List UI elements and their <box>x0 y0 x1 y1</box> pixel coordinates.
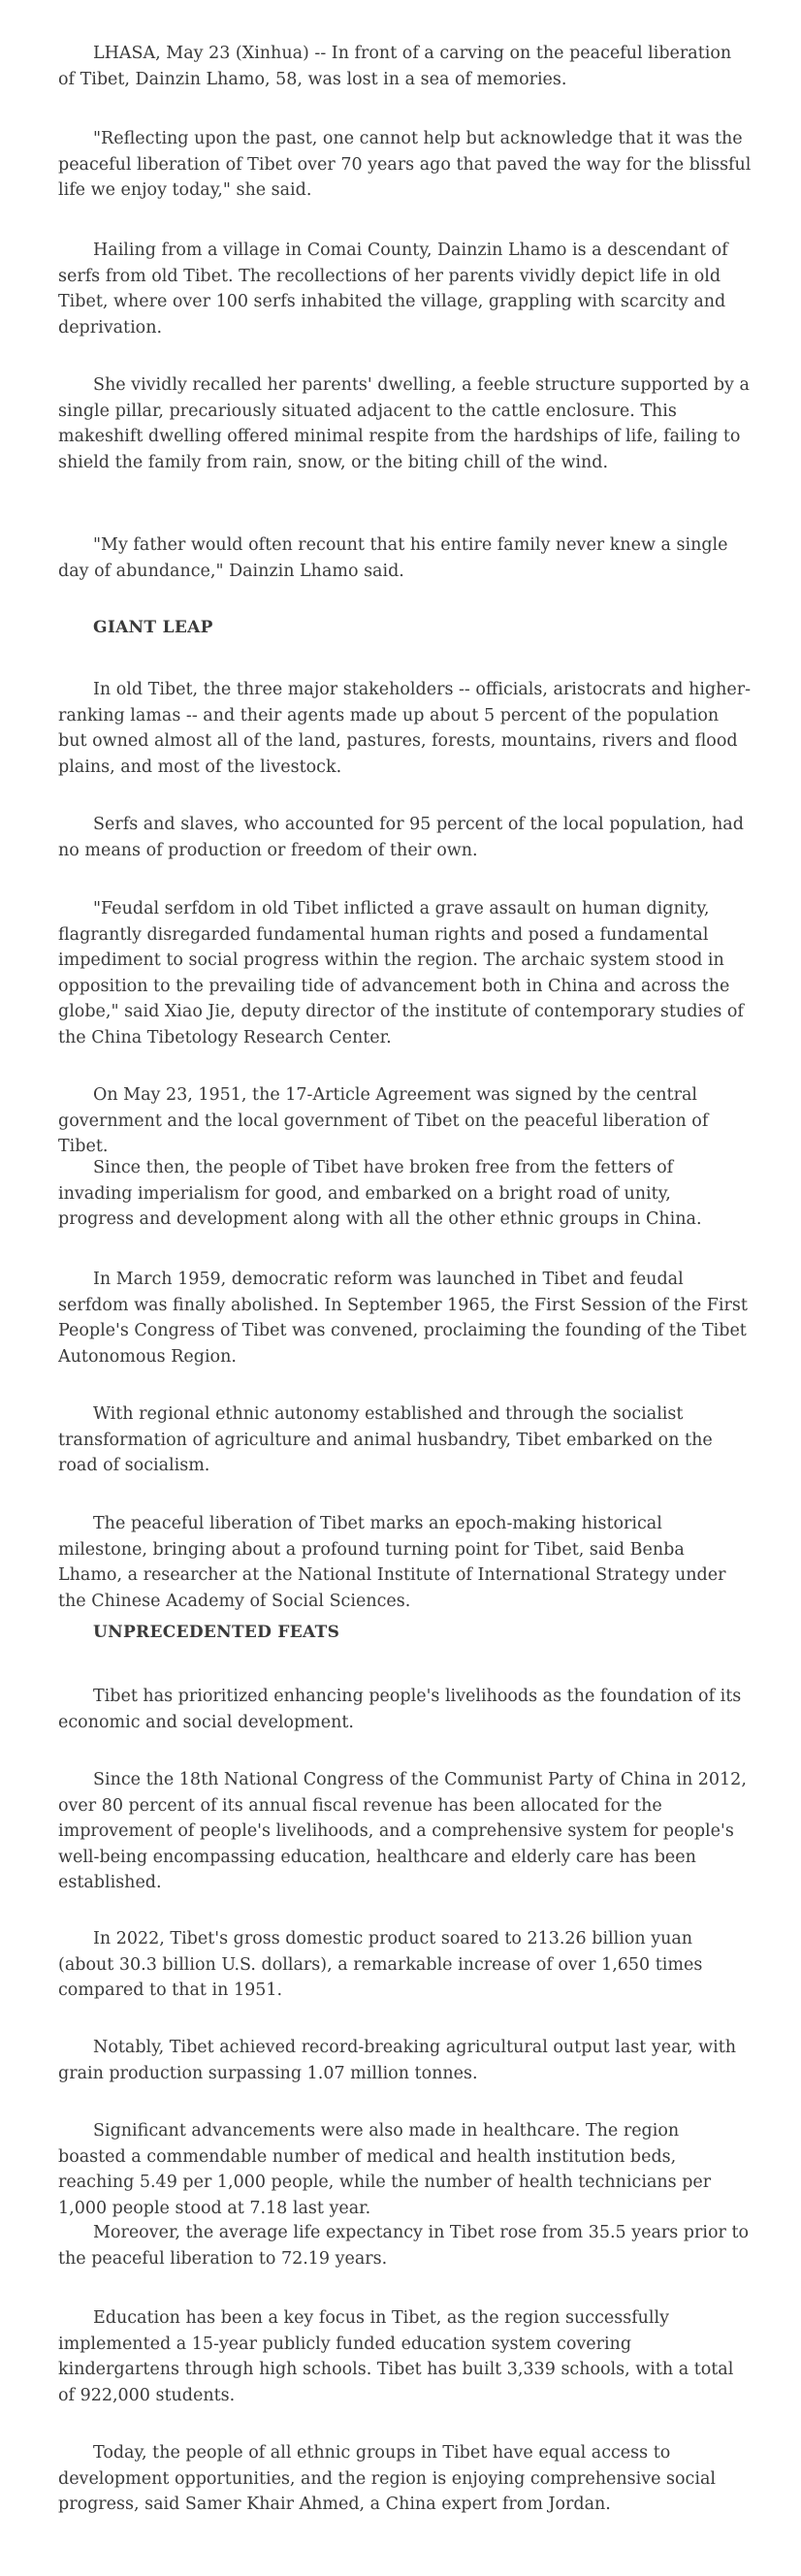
paragraph-feudal-serfdom: "Feudal serfdom in old Tibet inflicted a grave assault on human dignity, flagrantly disregarded fundamental human rights and posed a fundamental impediment to social progress within the region. The archaic system stood in opposition to the prevailing tide of advancement both in China and across the globe," said Xiao Jie, deputy director of the institute of contemporary studies of the China Tibetology Research Center. <box>58 899 744 1047</box>
paragraph-education: Education has been a key focus in Tibet, as the region successfully implemented a 15-year publicly funded education system covering kindergartens through high schools. Tibet has built 3,339 schools, with a total of 922,000 students. <box>58 2308 734 2405</box>
paragraph-dateline: LHASA, May 23 (Xinhua) -- In front of a carving on the peaceful liberation of Tibet, Dainzin Lhamo, 58, was lost in a sea of memories. <box>58 44 732 89</box>
paragraph-quote-reflect: "Reflecting upon the past, one cannot help but acknowledge that it was the peaceful liberation of Tibet over 70 years ago that paved the way for the blissful life we enjoy today," she said. <box>58 129 752 200</box>
paragraph-livelihoods: Tibet has prioritized enhancing people's livelihoods as the foundation of its economic and social development. <box>58 1687 742 1732</box>
paragraph-comai-county: Hailing from a village in Comai County, Dainzin Lhamo is a descendant of serfs from old Tibet. The recollections of her parents vividly depict life in old Tibet, where over 100 serfs inhabited the village, grappling with scarcity and deprivation. <box>58 241 728 338</box>
paragraph-father-quote: "My father would often recount that his entire family never knew a single day of abundance," Dainzin Lhamo said. <box>58 535 728 581</box>
section-heading-unprecedented-feats: UNPRECEDENTED FEATS <box>93 1623 340 1642</box>
section-heading-giant-leap: GIANT LEAP <box>93 618 213 637</box>
paragraph-serfs-slaves: Serfs and slaves, who accounted for 95 percent of the local population, had no means of production or freedom of their own. <box>58 815 744 860</box>
paragraph-agriculture: Notably, Tibet achieved record-breaking agricultural output last year, with grain production surpassing 1.07 million tonnes. <box>58 2038 736 2083</box>
paragraph-fiscal-revenue: Since the 18th National Congress of the Communist Party of China in 2012, over 80 percent of its annual fiscal revenue has been allocated for the improvement of people's livelihoods, and a comprehensive system for people's well-being encompassing education, healthcare and elderly care has been established. <box>58 1770 747 1892</box>
paragraph-life-expectancy: Moreover, the average life expectancy in Tibet rose from 35.5 years prior to the peaceful liberation to 72.19 years. <box>58 2223 750 2269</box>
paragraph-democratic-reform: In March 1959, democratic reform was launched in Tibet and feudal serfdom was finally abolished. In September 1965, the First Session of the First People's Congress of Tibet was convened, proclaiming the founding of the Tibet Autonomous Region. <box>58 1270 748 1367</box>
paragraph-stakeholders: In old Tibet, the three major stakeholders -- officials, aristocrats and higher-ranking lamas -- and their agents made up about 5 percent of the population but owned almost all of the land, pastures, forests, mountains, rivers and flood plains, and most of the livestock. <box>58 680 752 777</box>
paragraph-milestone: The peaceful liberation of Tibet marks an epoch-making historical milestone, bringing about a profound turning point for Tibet, said Benba Lhamo, a researcher at the National Institute of International Strategy under the Chinese Academy of Social Sciences. <box>58 1514 726 1611</box>
paragraph-agreement: On May 23, 1951, the 17-Article Agreement was signed by the central government and the local government of Tibet on the peaceful liberation of Tibet. <box>58 1085 709 1156</box>
paragraph-dwelling: She vividly recalled her parents' dwelling, a feeble structure supported by a single pillar, precariously situated adjacent to the cattle enclosure. This makeshift dwelling offered minimal respite from the hardships of life, failing to shield the family from rain, snow, or the biting chill of the wind. <box>58 375 750 472</box>
paragraph-healthcare: Significant advancements were also made in healthcare. The region boasted a commendable number of medical and health institution beds, reaching 5.49 per 1,000 people, while the number of health technicians per 1,000 people stood at 7.18 last year. <box>58 2121 712 2218</box>
paragraph-today: Today, the people of all ethnic groups in Tibet have equal access to development opportunities, and the region is enjoying comprehensive social progress, said Samer Khair Ahmed, a China expert from Jordan. <box>58 2443 716 2514</box>
paragraph-since-then: Since then, the people of Tibet have broken free from the fetters of invading imperialism for good, and embarked on a bright road of unity, progress and development along with all the other ethnic groups in China. <box>58 1158 702 1229</box>
paragraph-gdp: In 2022, Tibet's gross domestic product soared to 213.26 billion yuan (about 30.3 billion U.S. dollars), a remarkable increase of over 1,650 times compared to that in 1951. <box>58 1929 703 2000</box>
paragraph-ethnic-autonomy: With regional ethnic autonomy established and through the socialist transformation of agriculture and animal husbandry, Tibet embarked on the road of socialism. <box>58 1404 713 1475</box>
